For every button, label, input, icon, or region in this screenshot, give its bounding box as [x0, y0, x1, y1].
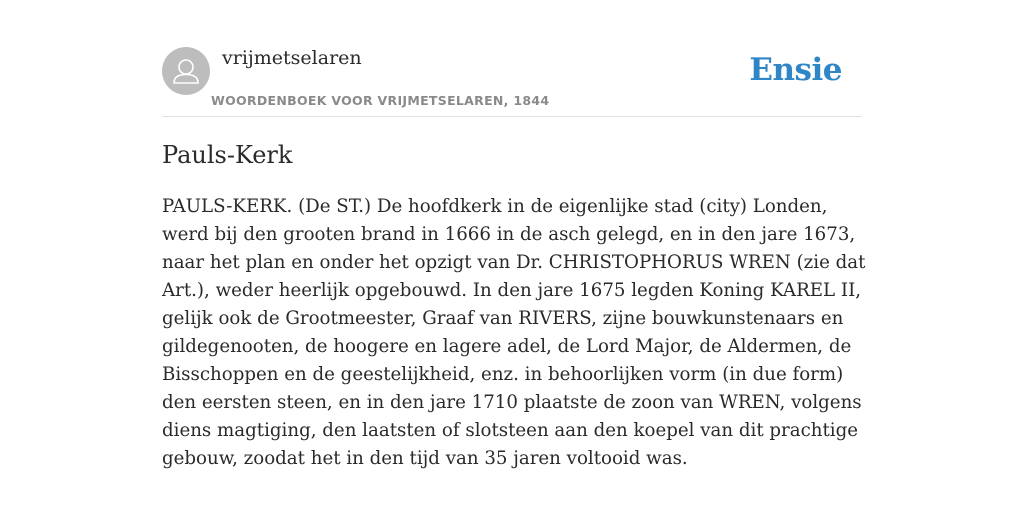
- user-icon: [162, 47, 210, 95]
- entry-title: Pauls-Kerk: [162, 141, 293, 169]
- avatar[interactable]: [162, 47, 210, 95]
- brand-logo[interactable]: Ensie: [749, 52, 842, 88]
- entry-header: [162, 46, 862, 117]
- source-title[interactable]: WOORDENBOEK VOOR VRIJMETSELAREN, 1844: [211, 93, 550, 108]
- entry-body: PAULS-KERK. (De ST.) De hoofdkerk in de eigenlijke stad (city) Londen, werd bij den grooten brand in 1666 in de asch gelegd, en in den jare 1673, naar het plan en onder het opzigt van Dr. CHRISTOPHORUS WREN (zie dat Art.), weder heerlijk opgebouwd. In den jare 1675 legden Koning KAREL II, gelijk ook de Grootmeester, Graaf van RIVERS, zijne bouwkunstenaars en gildegenooten, de hoogere en lagere adel, de Lord Major, de Aldermen, de Bisschoppen en de geestelijkheid, enz. in behoorlijken vorm (in due form) den eersten steen, en in den jare 1710 plaatste de zoon van WREN, volgens diens magtiging, den laatsten of slotsteen aan den koepel van dit prachtige gebouw, zoodat het in den tijd van 35 jaren voltooid was.: [162, 196, 866, 469]
- author-name[interactable]: vrijmetselaren: [222, 47, 362, 69]
